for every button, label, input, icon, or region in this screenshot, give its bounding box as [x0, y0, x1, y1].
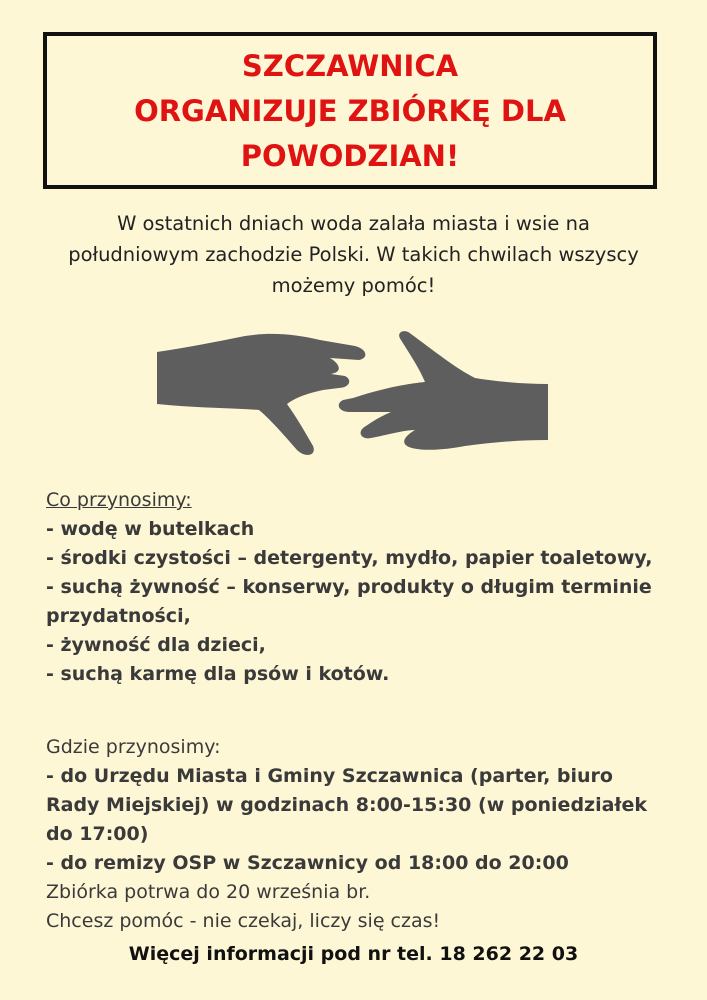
title-box: [43, 32, 657, 189]
where-item-2: - do remizy OSP w Szczawnicy od 18:00 do 20:00: [46, 852, 569, 874]
where-item-1-cont-b: do 17:00): [46, 823, 149, 845]
where-note-1: Zbiórka potrwa do 20 września br.: [46, 881, 371, 903]
bring-item-1: - wodę w butelkach: [46, 518, 255, 540]
bring-section: [46, 486, 676, 689]
where-item-1-cont-a: Rady Miejskiej) w godzinach 8:00-15:30 (w poniedziałek: [46, 794, 648, 816]
where-section: [46, 733, 676, 936]
title-line-1: SZCZAWNICA: [241, 49, 459, 83]
right-hand-icon: [339, 331, 548, 450]
intro-text: [40, 208, 667, 301]
bring-item-2: - środki czystości – detergenty, mydło, papier toaletowy,: [46, 547, 653, 569]
intro-line-2: południowym zachodzie Polski. W takich chwilach wszyscy: [68, 243, 639, 266]
title-line-2: ORGANIZUJE ZBIÓRKĘ DLA: [134, 94, 566, 128]
bring-heading: Co przynosimy:: [46, 489, 192, 511]
helping-hands-icon: [155, 328, 550, 456]
intro-line-1: W ostatnich dniach woda zalała miasta i wsie na: [117, 212, 590, 235]
bring-item-3: - suchą żywność – konserwy, produkty o długim terminie: [46, 576, 652, 598]
bring-item-3-cont: przydatności,: [46, 605, 191, 627]
title-line-3: POWODZIAN!: [240, 139, 460, 173]
where-heading: Gdzie przynosimy:: [46, 736, 221, 758]
intro-line-3: możemy pomóc!: [271, 274, 436, 297]
left-hand-icon: [157, 334, 365, 455]
where-item-1: - do Urzędu Miasta i Gminy Szczawnica (parter, biuro: [46, 765, 613, 787]
where-note-2: Chcesz pomóc - nie czekaj, liczy się czas!: [46, 910, 441, 932]
footer-contact: Więcej informacji pod nr tel. 18 262 22 03: [128, 943, 579, 965]
bring-item-4: - żywność dla dzieci,: [46, 634, 266, 656]
bring-item-5: - suchą karmę dla psów i kotów.: [46, 663, 390, 685]
